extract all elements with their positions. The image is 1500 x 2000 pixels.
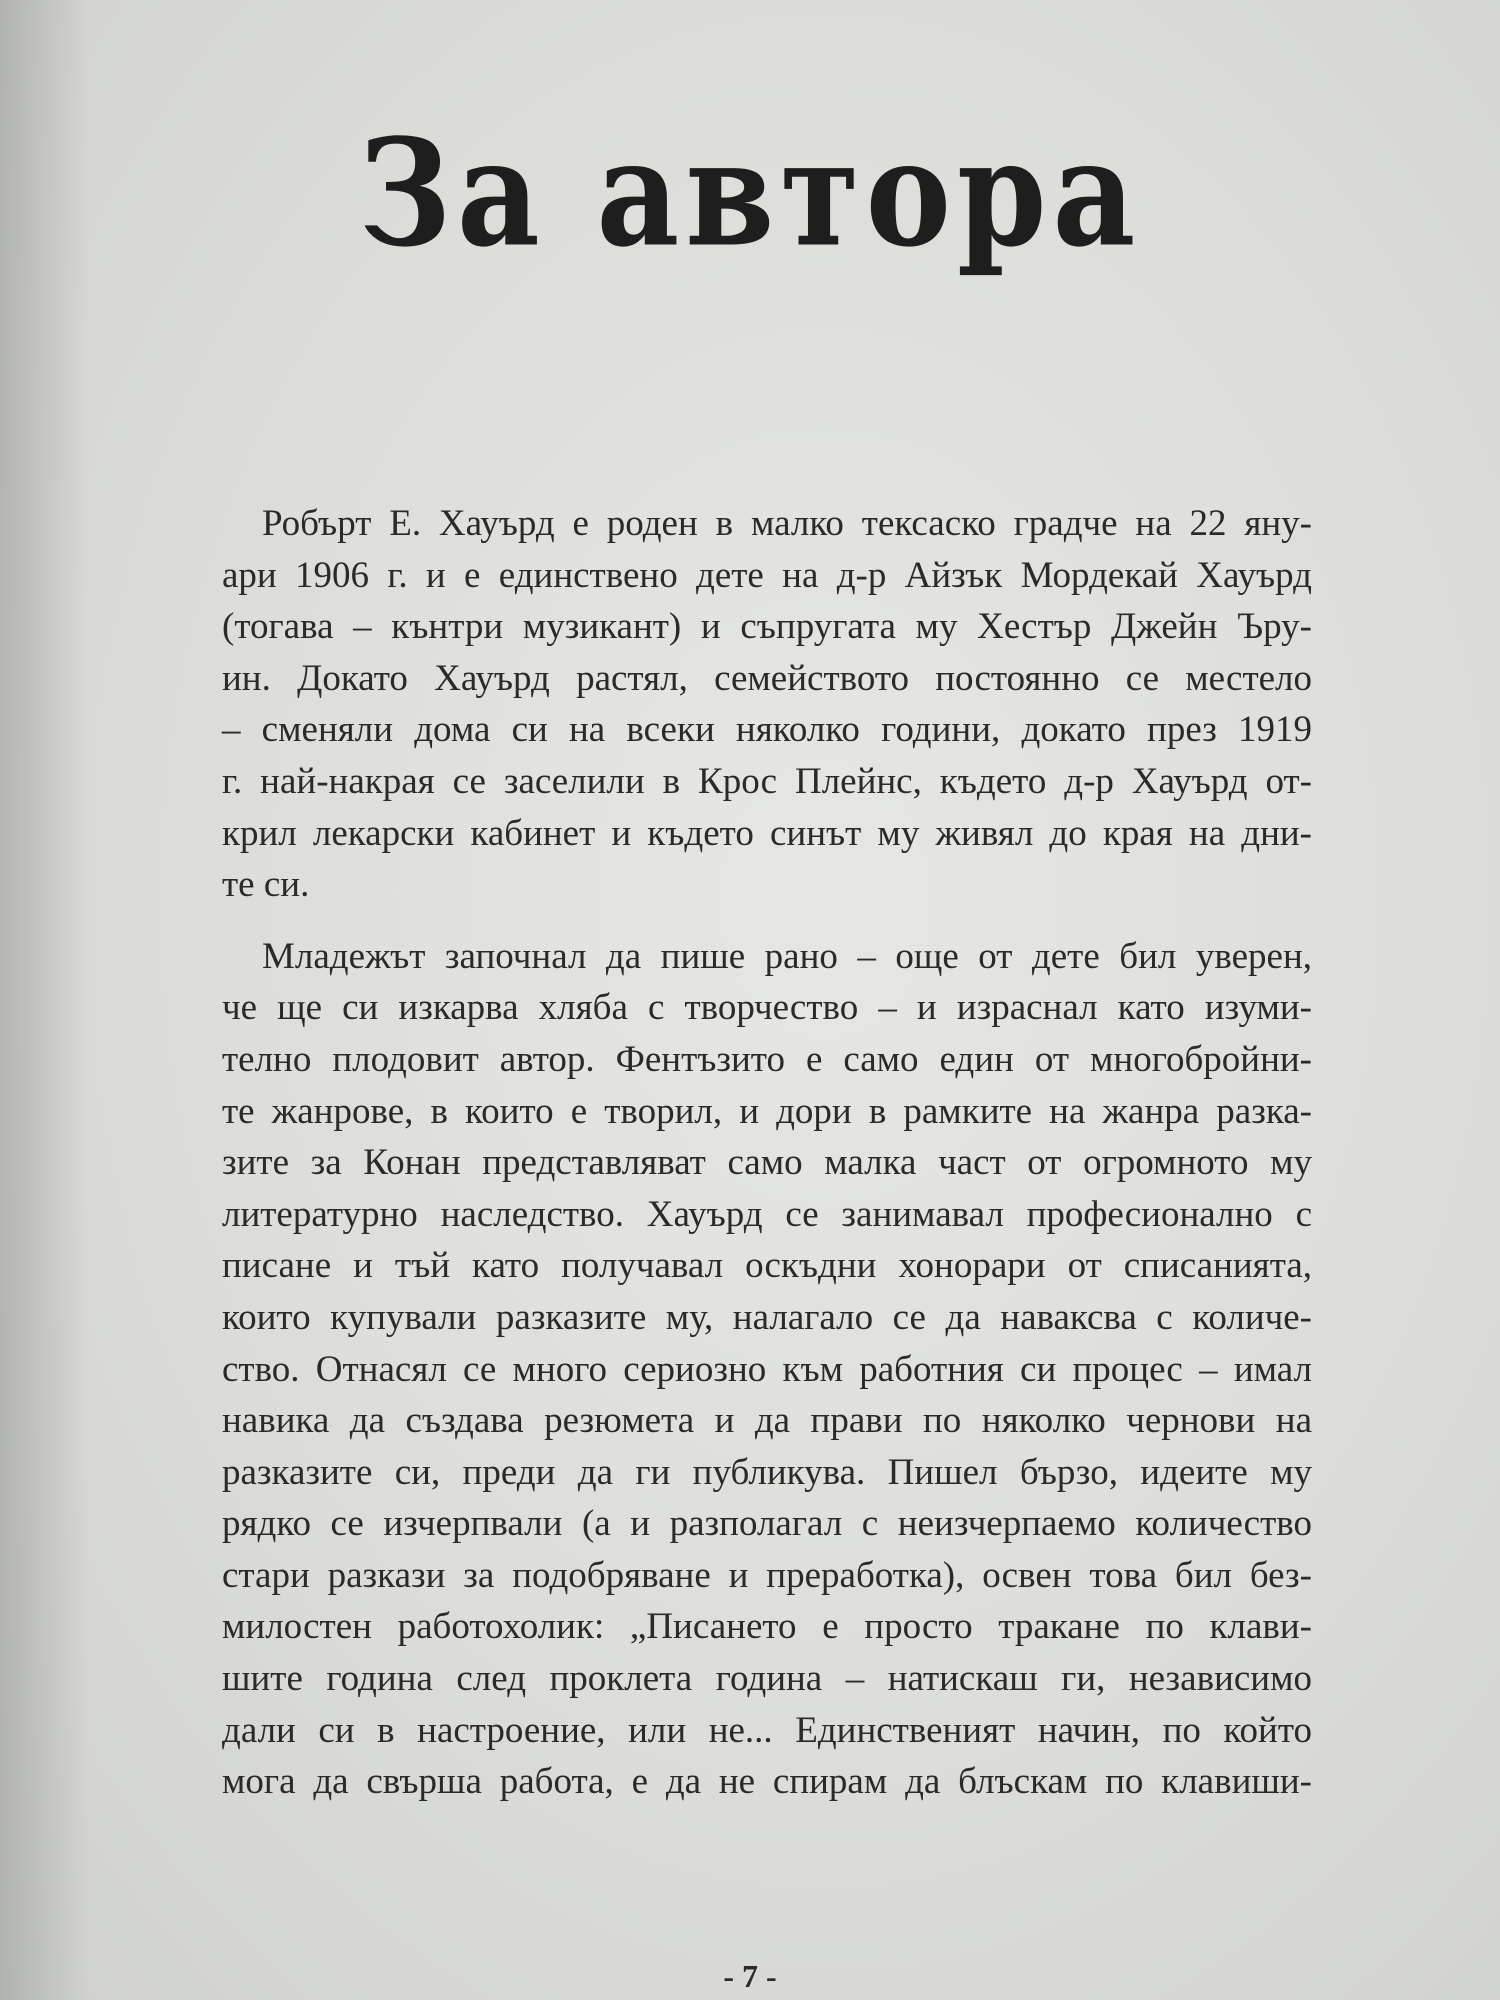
body-text (222, 498, 1312, 1808)
gutter-shadow (0, 0, 90, 2000)
text-line: милостен работохолик: „Писането е просто тракане по клави- (222, 1606, 1312, 1648)
text-line: Младежът започнал да пише рано – още от дете бил уверен, (262, 935, 1312, 977)
text-line: те си. (222, 864, 310, 906)
text-line: ство. Отнасял се много сериозно към работния си процес – имал (222, 1348, 1312, 1390)
paragraph-2 (222, 931, 1312, 1808)
text-line: Робърт Е. Хауърд е роден в малко тексаско градче на 22 яну- (262, 503, 1312, 544)
text-line: – сменяли дома си на всеки няколко години, докато през 1919 (222, 709, 1312, 751)
text-line: шите година след проклета година – натискаш ги, независимо (222, 1658, 1312, 1700)
text-line: г. най-накрая се заселили в Крос Плейнс, където д-р Хауърд от- (222, 760, 1312, 802)
page-number: - 7 - (723, 1958, 777, 1994)
text-line: които купували разказите му, налагало се да наваксва с количе- (222, 1296, 1312, 1338)
text-line: крил лекарски кабинет и където синът му живял до края на дни- (222, 812, 1312, 854)
text-line: ин. Докато Хауърд растял, семейството постоянно се местело (222, 657, 1312, 699)
text-line: литературно наследство. Хауърд се занимавал професионално с (222, 1193, 1312, 1235)
text-line: дали си в настроение, или не... Единственият начин, по който (222, 1709, 1312, 1751)
text-line: те жанрове, в които е творил, и дори в рамките на жанра разка- (222, 1090, 1312, 1132)
paragraph-1 (222, 498, 1312, 911)
text-line: писане и тъй като получавал оскъдни хонорари от списанията, (222, 1245, 1312, 1287)
chapter-title: За автора (358, 107, 1142, 281)
text-line: стари разкази за подобряване и преработка), освен това бил без- (222, 1554, 1312, 1596)
text-line: телно плодовит автор. Фентъзито е само един от многобройни- (222, 1038, 1312, 1080)
text-line: че ще си изкарва хляба с творчество – и израснал като изуми- (222, 987, 1312, 1029)
text-line: (тогава – кънтри музикант) и съпругата му Хестър Джейн Ъру- (222, 606, 1312, 648)
text-line: ари 1906 г. и е единствено дете на д-р Айзък Мордекай Хауърд (222, 554, 1312, 596)
text-line: рядко се изчерпвали (а и разполагал с неизчерпаемо количество (222, 1503, 1312, 1545)
text-line: разказите си, преди да ги публикува. Пишел бързо, идеите му (222, 1451, 1312, 1493)
text-line: навика да създава резюмета и да прави по няколко чернови на (222, 1400, 1312, 1442)
text-line: зите за Конан представляват само малка част от огромното му (222, 1142, 1312, 1184)
paragraph-gap (222, 911, 1312, 931)
text-line: мога да свърша работа, е да не спирам да блъскам по клавиши- (222, 1761, 1312, 1803)
